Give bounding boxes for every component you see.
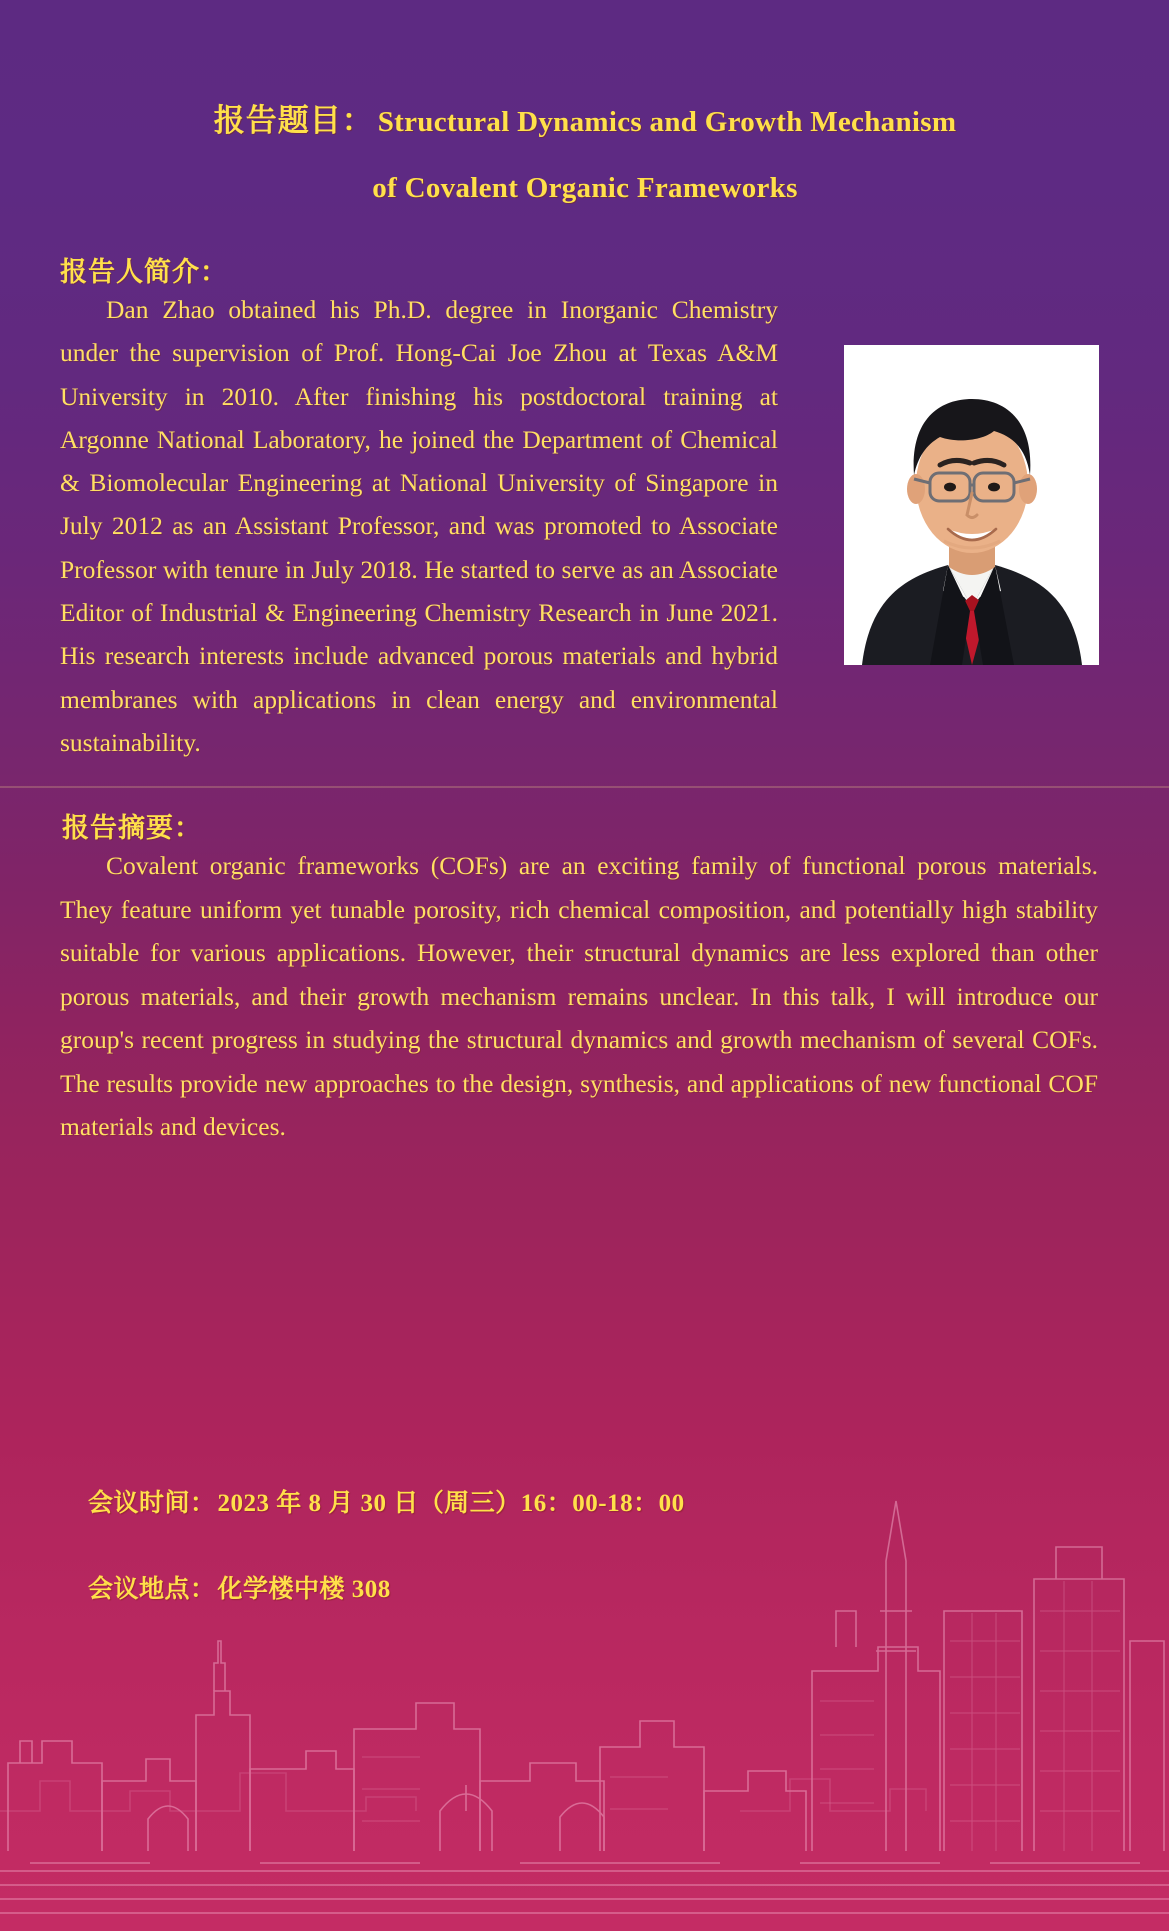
title-text-line2: of Covalent Organic Frameworks [372, 172, 798, 204]
meeting-time-value: 2023 年 8 月 30 日（周三）16：00-18：00 [217, 1490, 685, 1517]
meeting-place-value: 化学楼中楼 308 [217, 1576, 391, 1603]
title-text-line1: Structural Dynamics and Growth Mechanism [377, 106, 957, 138]
speaker-section-heading: 报告人简介： [60, 257, 228, 288]
section-divider [0, 786, 1169, 788]
abstract-section-heading: 报告摘要： [62, 813, 202, 844]
title-line-1 [70, 88, 1100, 155]
meeting-time-label: 会议时间： [88, 1488, 216, 1517]
speaker-portrait-photo [844, 345, 1099, 665]
meeting-place-label: 会议地点： [88, 1574, 216, 1603]
abstract-text: Covalent organic frameworks (COFs) are an exciting family of functional porous materials. They feature uniform yet tunable porosity, rich chemical composition, and potentially high stability suitable for various applications. However, their structural dynamics are less explored than other porous materials, and their growth mechanism remains unclear. In this talk, I will introduce our group's recent progress in studying the structural dynamics and growth mechanism of several COFs. The results provide new approaches to the design, synthesis, and applications of new functional COF materials and devices. [60, 851, 1098, 1141]
city-skyline-decoration [0, 1311, 1169, 1931]
meeting-place-line [88, 1569, 391, 1605]
poster-title [70, 88, 1100, 221]
meeting-time-line [88, 1483, 685, 1519]
portrait-illustration [844, 345, 1099, 665]
title-label-cn: 报告题目： [213, 103, 374, 139]
speaker-bio-text: Dan Zhao obtained his Ph.D. degree in Inorganic Chemistry under the supervision of Prof. Hong-Cai Joe Zhou at Texas A&M University in 2010. After finishing his postdoctoral training at Argonne National Laboratory, he joined the Department of Chemical & Biomolecular Engineering at National University of Singapore in July 2012 as an Assistant Professor, and was promoted to Associate Professor with tenure in July 2018. He started to serve as an Associate Editor of Industrial & Engineering Chemistry Research in June 2021. His research interests include advanced porous materials and hybrid membranes with applications in clean energy and environmental sustainability. [60, 295, 778, 757]
